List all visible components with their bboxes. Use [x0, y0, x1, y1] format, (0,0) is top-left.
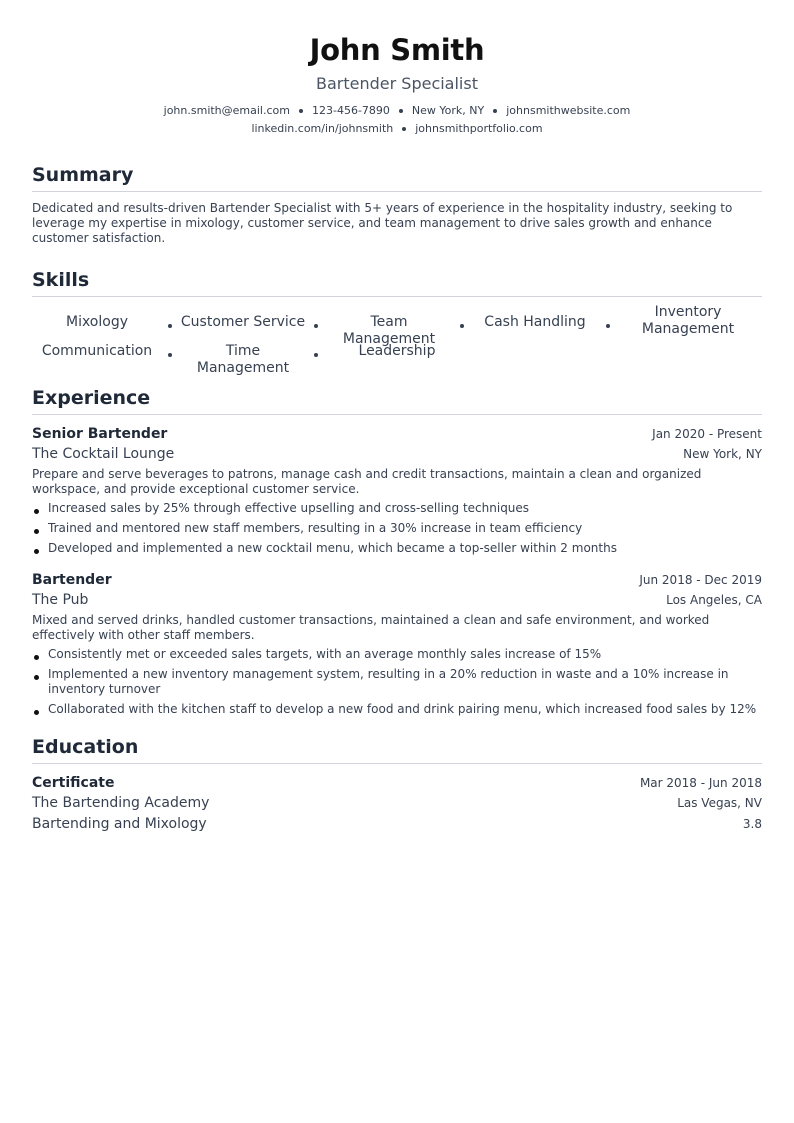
field-of-study: Bartending and Mixology [32, 816, 207, 832]
contact-row-2 [0, 120, 794, 138]
section-divider [32, 191, 762, 192]
skill-item: Inventory Management [641, 304, 735, 337]
education-entry [32, 773, 762, 835]
achievement-list [32, 501, 762, 556]
bullet-icon [34, 675, 39, 680]
school-name: The Bartending Academy [32, 795, 210, 811]
contact-linkedin[interactable]: linkedin.com/in/johnsmith [251, 122, 394, 135]
job-dates: Jun 2018 - Dec 2019 [639, 573, 762, 587]
job-location: Los Angeles, CA [666, 593, 762, 607]
separator-dot [606, 324, 610, 328]
job-title: Senior Bartender [32, 426, 168, 442]
experience-section [32, 386, 762, 717]
section-title-summary: Summary [32, 164, 134, 186]
achievement-text: Collaborated with the kitchen staff to develop a new food and drink pairing menu, which increased food sales by 12% [48, 702, 757, 716]
achievement-item [32, 667, 762, 697]
skill-item: Team Management [342, 314, 436, 347]
contact-row-1 [0, 102, 794, 120]
job-dates: Jan 2020 - Present [652, 427, 762, 441]
achievement-item [32, 541, 762, 556]
bullet-icon [34, 710, 39, 715]
job-location: New York, NY [683, 447, 762, 461]
contact-info [0, 102, 794, 138]
contact-portfolio[interactable]: johnsmithportfolio.com [415, 122, 543, 135]
experience-entry [32, 424, 762, 556]
separator-dot [314, 324, 318, 328]
contact-email[interactable]: john.smith@email.com [163, 104, 290, 117]
entry-header-row [32, 773, 762, 793]
section-title-education: Education [32, 736, 139, 758]
skill-item: Cash Handling [484, 314, 586, 330]
achievement-text: Developed and implemented a new cocktail menu, which became a top-seller within 2 months [48, 541, 617, 555]
contact-phone[interactable]: 123-456-7890 [311, 104, 390, 117]
summary-text: Dedicated and results-driven Bartender Specialist with 5+ years of experience in the hospitality industry, seeking to leverage my expertise in mixology, customer service, and team management to drive sales growth and enhance customer satisfaction. [32, 201, 733, 245]
entry-field-row [32, 814, 762, 835]
separator-dot [399, 109, 403, 113]
achievement-text: Increased sales by 25% through effective upselling and cross-selling techniques [48, 501, 530, 515]
job-description: Mixed and served drinks, handled customer transactions, maintained a clean and safe environment, and worked effectively with other staff members. [32, 613, 710, 642]
skill-item: Communication [41, 343, 153, 359]
achievement-text: Consistently met or exceeded sales targets, with an average monthly sales increase of 15% [48, 647, 602, 661]
company-name: The Cocktail Lounge [32, 446, 175, 462]
entry-school-row [32, 793, 762, 814]
skill-item: Time Management [196, 343, 290, 376]
gpa-value: 3.8 [742, 817, 762, 831]
bullet-icon [34, 549, 39, 554]
degree-name: Certificate [32, 775, 115, 791]
skills-grid [32, 304, 762, 376]
bullet-icon [34, 529, 39, 534]
entry-header-row [32, 424, 762, 444]
separator-dot [168, 353, 172, 357]
contact-website[interactable]: johnsmithwebsite.com [506, 104, 631, 117]
education-dates: Mar 2018 - Jun 2018 [639, 776, 762, 790]
achievement-text: Implemented a new inventory management system, resulting in a 20% reduction in waste and a 10% increase in inventory turnover [48, 667, 729, 696]
school-location: Las Vegas, NV [677, 796, 762, 810]
section-divider [32, 296, 762, 297]
separator-dot [299, 109, 303, 113]
experience-entry [32, 570, 762, 717]
job-title: Bartender [32, 572, 112, 588]
candidate-headline: Bartender Specialist [316, 74, 478, 93]
section-divider [32, 763, 762, 764]
section-title-experience: Experience [32, 387, 151, 409]
achievement-item [32, 501, 762, 516]
achievement-list [32, 647, 762, 717]
entry-company-row [32, 444, 762, 465]
achievement-item [32, 521, 762, 536]
achievement-item [32, 702, 762, 717]
entry-company-row [32, 590, 762, 611]
section-title-skills: Skills [32, 269, 90, 291]
separator-dot [460, 324, 464, 328]
achievement-item [32, 647, 762, 662]
separator-dot [493, 109, 497, 113]
summary-section [32, 163, 762, 246]
education-section [32, 735, 762, 835]
section-divider [32, 414, 762, 415]
job-description: Prepare and serve beverages to patrons, manage cash and credit transactions, maintain a clean and organized workspace, and provide exceptional customer service. [32, 467, 702, 496]
skill-item: Leadership [358, 343, 436, 359]
bullet-icon [34, 509, 39, 514]
bullet-icon [34, 655, 39, 660]
candidate-name: John Smith [309, 33, 485, 67]
separator-dot [402, 127, 406, 131]
company-name: The Pub [32, 592, 89, 608]
entry-header-row [32, 570, 762, 590]
skill-item: Customer Service [180, 314, 306, 330]
separator-dot [168, 324, 172, 328]
skill-item: Mixology [65, 314, 128, 330]
separator-dot [314, 353, 318, 357]
skills-section [32, 268, 762, 376]
achievement-text: Trained and mentored new staff members, resulting in a 30% increase in team efficiency [48, 521, 583, 535]
resume-header [0, 0, 794, 138]
contact-location: New York, NY [411, 104, 485, 117]
